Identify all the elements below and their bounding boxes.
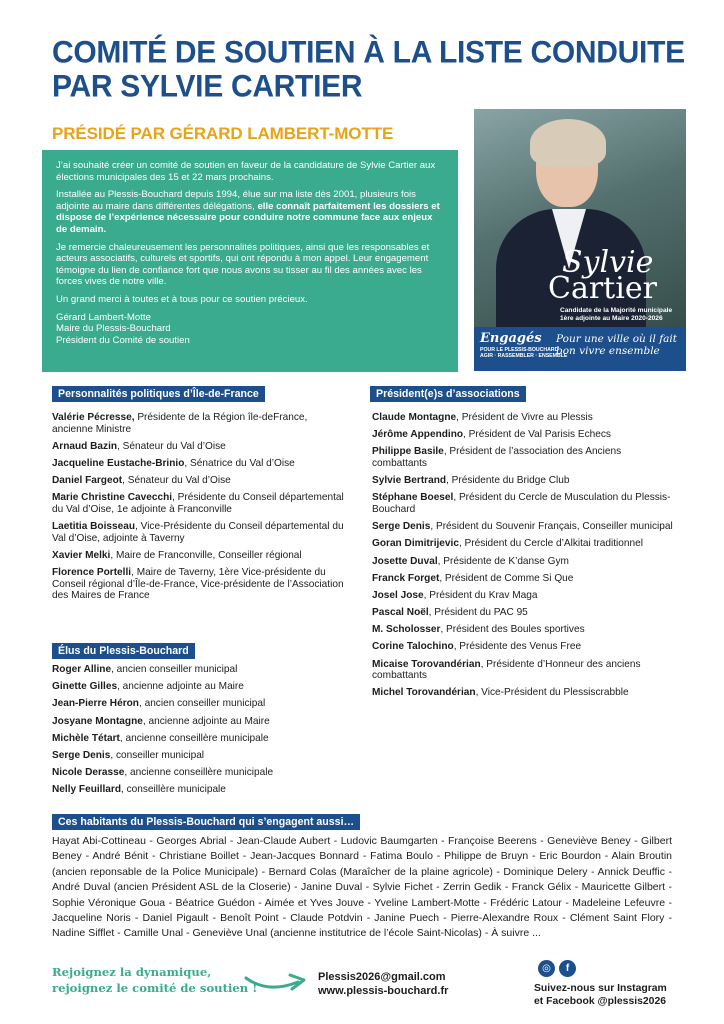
person-name: Josette Duval bbox=[372, 555, 438, 567]
list-item bbox=[372, 687, 678, 699]
person-name: Claude Montagne bbox=[372, 412, 457, 423]
person-role: , Présidente du Conseil départemental du Val d’Oise, 1e adjointe à Franconville bbox=[52, 492, 344, 515]
person-role: , Vice-Présidente du Conseil départemental du Val d’Oise, adjointe à Taverny bbox=[52, 521, 344, 544]
person-role: , Sénateur du Val d’Oise bbox=[122, 475, 231, 487]
person-name: Florence Portelli bbox=[52, 567, 132, 579]
intro-paragraph-4: Un grand merci à toutes et à tous pour ce soutien précieux. bbox=[56, 293, 308, 305]
contact-info bbox=[318, 970, 448, 998]
signature-role-1: Maire du Plessis-Bouchard bbox=[56, 323, 171, 335]
signature-name: Gérard Lambert-Motte bbox=[56, 311, 151, 323]
person-name: Goran Dimitrijevic bbox=[372, 538, 459, 550]
person-role: , Présidente du Bridge Club bbox=[446, 475, 570, 487]
list-item bbox=[372, 429, 678, 441]
social-text bbox=[534, 982, 667, 1008]
list-item bbox=[52, 458, 344, 470]
person-role: , Sénatrice du Val d’Oise bbox=[184, 457, 295, 469]
person-name: Daniel Fargeot bbox=[52, 475, 123, 487]
person-role: , ancienne adjointe au Maire bbox=[117, 681, 244, 693]
person-role: , ancienne conseillère municipale bbox=[119, 732, 269, 744]
social-line-1: Suivez-nous sur Instagram bbox=[534, 983, 667, 994]
poster-candidate-info bbox=[560, 307, 680, 323]
page-title bbox=[52, 36, 692, 103]
cta-line-2: rejoignez le comité de soutien ! bbox=[52, 981, 258, 995]
social-icons bbox=[538, 960, 576, 977]
facebook-icon[interactable]: f bbox=[559, 960, 576, 977]
person-name: Corine Talochino bbox=[372, 641, 454, 653]
intro-paragraph-2 bbox=[56, 189, 444, 235]
person-name: Jacqueline Eustache-Brinio bbox=[52, 457, 185, 469]
section-heading-politiques: Personnalités politiques d’Île-de-France bbox=[52, 386, 265, 402]
list-item bbox=[52, 698, 344, 710]
intro-box bbox=[42, 150, 458, 372]
poster-first-name: Sylvie bbox=[562, 245, 654, 280]
website-link[interactable]: www.plessis-bouchard.fr bbox=[318, 985, 449, 997]
person-role: , ancien conseiller municipal bbox=[111, 664, 238, 675]
person-role: , Président de Val Parisis Echecs bbox=[463, 429, 611, 441]
person-name: Michel Torovandérian bbox=[372, 687, 476, 699]
person-name: Michèle Tétart bbox=[52, 732, 120, 744]
person-role: , conseillère municipale bbox=[121, 784, 226, 796]
person-name: Josel Jose bbox=[372, 589, 424, 601]
person-role: , Président de Comme Si Que bbox=[439, 572, 574, 584]
person-role: , Présidente des Venus Free bbox=[453, 641, 582, 653]
poster-brand-sub bbox=[480, 347, 567, 359]
person-role: , ancienne adjointe au Maire bbox=[142, 715, 270, 727]
candidate-hair bbox=[530, 119, 606, 167]
person-name: M. Scholosser bbox=[372, 624, 441, 636]
list-item bbox=[372, 641, 678, 653]
subtitle: PRÉSIDÉ PAR GÉRARD LAMBERT-MOTTE bbox=[52, 124, 394, 143]
person-role: , ancienne conseillère municipale bbox=[124, 767, 274, 779]
poster-brand: Engagés bbox=[480, 331, 542, 346]
list-item bbox=[52, 750, 344, 762]
arrow-right-icon bbox=[244, 970, 310, 992]
list-item bbox=[372, 590, 678, 602]
person-role: Présidente de la Région île-deFrance, ancienne Ministre bbox=[52, 412, 308, 435]
list-item bbox=[52, 475, 344, 487]
list-item bbox=[52, 567, 344, 602]
person-name: Pascal Noël bbox=[372, 607, 429, 619]
person-role: , Sénateur du Val d’Oise bbox=[117, 440, 226, 452]
person-name: Philippe Basile bbox=[372, 446, 444, 458]
list-item bbox=[372, 573, 678, 585]
list-item bbox=[372, 624, 678, 636]
list-item bbox=[372, 607, 678, 619]
poster-last-name: Cartier bbox=[548, 271, 657, 306]
list-item bbox=[52, 716, 344, 728]
person-role: , Président des Boules sportives bbox=[440, 624, 585, 636]
list-item bbox=[372, 446, 678, 469]
section-heading-habitants: Ces habitants du Plessis-Bouchard qui s’engagent aussi… bbox=[52, 814, 360, 830]
list-item bbox=[52, 767, 344, 779]
list-item bbox=[372, 492, 678, 515]
person-name: Jean-Pierre Héron bbox=[52, 698, 139, 710]
person-name: Jérôme Appendino bbox=[372, 429, 464, 441]
person-role: , Président du Cercle d’Alkitai traditionnel bbox=[458, 538, 643, 550]
person-role: , Président du Krav Maga bbox=[423, 589, 538, 601]
poster-tagline: Pour une ville où il fait bon vivre ensemble bbox=[556, 333, 677, 357]
list-item bbox=[52, 550, 344, 562]
person-name: Arnaud Bazin bbox=[52, 440, 118, 452]
person-name: Micaise Torovandérian bbox=[372, 658, 481, 670]
person-name: Nelly Feuillard bbox=[52, 784, 121, 796]
intro-bold-text: elle connaît parfaitement les dossiers et dispose de l’expérience nécessaire pour conduire notre commune face aux enjeux de demain. bbox=[56, 200, 440, 235]
call-to-action bbox=[52, 964, 257, 996]
list-item bbox=[372, 538, 678, 550]
list-item bbox=[52, 441, 344, 453]
section-heading-associations: Président(e)s d’associations bbox=[370, 386, 526, 402]
list-item bbox=[52, 412, 344, 435]
person-role: , Maire de Franconville, Conseiller régional bbox=[110, 549, 302, 561]
email-link[interactable]: Plessis2026@gmail.com bbox=[318, 971, 446, 983]
list-item bbox=[52, 733, 344, 745]
list-item bbox=[372, 659, 678, 682]
candidate-poster bbox=[474, 109, 686, 371]
person-role: , ancien conseiller municipal bbox=[138, 698, 266, 710]
list-item bbox=[52, 521, 344, 544]
poster-brand-line-3: AGIR · RASSEMBLER · ENSEMBLE bbox=[480, 353, 568, 359]
title-line-2: PAR SYLVIE CARTIER bbox=[52, 68, 363, 104]
social-line-2: et Facebook @plessis2026 bbox=[534, 996, 666, 1007]
elus-list bbox=[52, 664, 344, 802]
list-item bbox=[372, 521, 678, 533]
person-role: , Présidente d’Honneur des anciens combattants bbox=[372, 658, 641, 682]
person-name: Stéphane Boesel bbox=[372, 492, 454, 504]
person-role: , Président de Vivre au Plessis bbox=[456, 412, 593, 423]
intro-text: Installée au Plessis-Bouchard depuis 1994, élue sur ma liste dès 2001, plusieurs fois adjointe au maire dans différentes délégations, bbox=[56, 189, 416, 212]
person-role: , Président du Souvenir Français, Conseiller municipal bbox=[430, 521, 673, 533]
person-name: Nicole Derasse bbox=[52, 767, 125, 779]
list-item bbox=[52, 492, 344, 515]
list-item bbox=[372, 556, 678, 568]
list-item bbox=[52, 784, 344, 796]
poster-candidate-line-1: Candidate de la Majorité municipale bbox=[560, 307, 673, 314]
person-role: , Vice-Président du Plessiscrabble bbox=[475, 687, 629, 699]
instagram-icon[interactable]: ◎ bbox=[538, 960, 555, 977]
poster-band bbox=[474, 327, 686, 371]
person-name: Laetitia Boisseau bbox=[52, 521, 136, 533]
person-name: Marie Christine Cavecchi bbox=[52, 492, 173, 504]
poster-brand-line-2: POUR LE PLESSIS-BOUCHARD bbox=[480, 347, 559, 353]
person-role: , conseiller municipal bbox=[110, 749, 205, 761]
person-role: , Président du Cercle de Musculation du Plessis-Bouchard bbox=[372, 492, 671, 515]
person-role: , Présidente de K’danse Gym bbox=[437, 555, 569, 567]
list-item bbox=[52, 664, 344, 676]
list-item bbox=[372, 412, 678, 424]
associations-list bbox=[372, 412, 678, 705]
person-name: Roger Alline bbox=[52, 664, 112, 675]
person-name: Josyane Montagne bbox=[52, 715, 143, 727]
signature bbox=[56, 312, 444, 347]
signature-role-2: Président du Comité de soutien bbox=[56, 334, 190, 346]
list-item bbox=[52, 681, 344, 693]
person-role: , Président de l’association des Anciens combattants bbox=[372, 446, 622, 469]
person-name: Xavier Melki bbox=[52, 549, 111, 561]
person-role: , Président du PAC 95 bbox=[428, 607, 528, 619]
person-name: Sylvie Bertrand bbox=[372, 475, 447, 487]
section-heading-elus: Élus du Plessis-Bouchard bbox=[52, 643, 195, 659]
cta-line-1: Rejoignez la dynamique, bbox=[52, 965, 212, 979]
person-name: Franck Forget bbox=[372, 572, 440, 584]
person-name: Valérie Pécresse, bbox=[52, 412, 135, 423]
person-role: , Maire de Taverny, 1ère Vice-présidente du Conseil régional d’Île-de-France, Vice-présidente de l’Association des Maires de France bbox=[52, 567, 344, 602]
person-name: Serge Denis bbox=[52, 749, 111, 761]
person-name: Ginette Gilles bbox=[52, 681, 118, 693]
intro-paragraph-3: Je remercie chaleureusement les personnalités politiques, ainsi que les responsables et acteurs associatifs, culturels et sportifs, qui ont répondu à mon appel. Leur engagement témoigne du lien de confiance fort que nous avons su tisser au fil des années avec les forces vives de notre ville. bbox=[56, 241, 430, 288]
title-line-1: COMITÉ DE SOUTIEN À LA LISTE CONDUITE bbox=[52, 35, 685, 70]
intro-paragraph-1: J’ai souhaité créer un comité de soutien en faveur de la candidature de Sylvie Cartier aux élections municipales des 15 et 22 mars prochains. bbox=[56, 160, 436, 183]
habitants-text: Hayat Abi-Cottineau - Georges Abrial - Jean-Claude Aubert - Ludovic Baumgarten - Françoise Beerens - Geneviève Beney - Gilbert Beney - André Bénit - Christiane Boillet - Jean-Jacques Bonnard - Fatima Boulo - Philippe de Bruyn - Eric Bourdon - Alain Broutin (ancien reponsable de la Police Municipale) - Bernard Colas (Maraîcher de la plaine agricole) - Dominique Delery - Annick Deuffic - André Duval (ancien Président ASL de la Closerie) - Janine Duval - Sylvie Fichet - Zerrin Gedik - Franck Gélix - Mauricette Gilbert - Sophie Véronique Goua - Béatrice Guédon - Aimée et Yves Jouve - Yveline Lambert-Motte - Frédéric Latour - Madeleine Lefeuvre - Jacqueline Noris - Daniel Pigault - Benoît Point - Claude Potdvin - Janine Puech - Pierre-Alexandre Roux - Clément Saint Flory - Nadine Sifflet - Camille Unal - Geneviève Unal (ancienne institutrice de l’école Saint-Nicolas) - À suivre ... bbox=[52, 835, 672, 940]
person-name: Serge Denis bbox=[372, 521, 431, 533]
poster-candidate-line-2: 1ère adjointe au Maire 2020-2026 bbox=[560, 315, 663, 322]
list-item bbox=[372, 475, 678, 487]
politiques-list bbox=[52, 412, 344, 607]
